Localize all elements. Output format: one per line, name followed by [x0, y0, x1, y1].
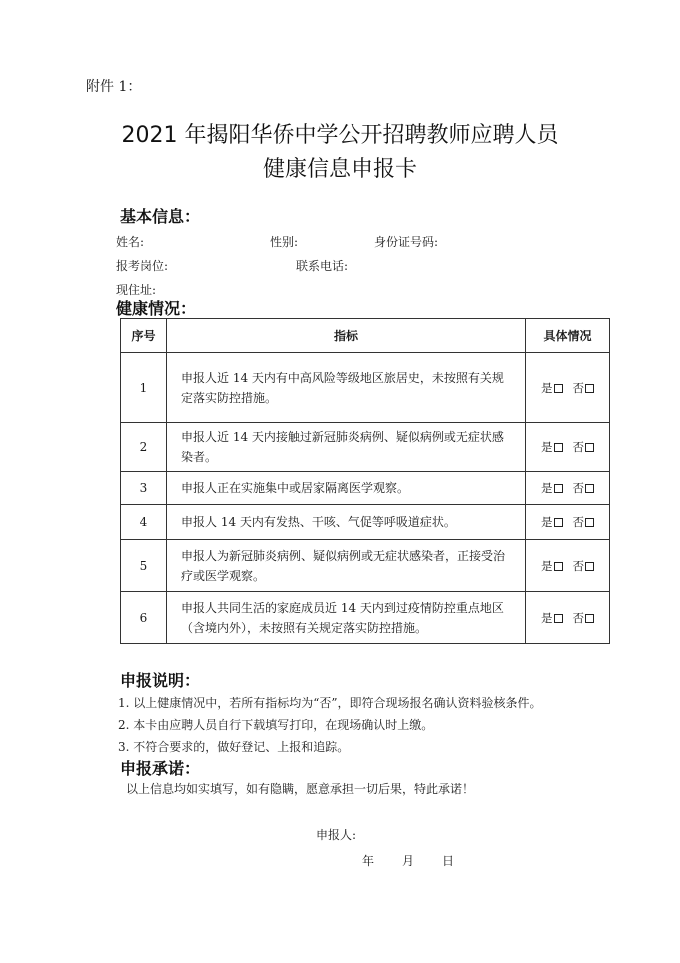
yes-option[interactable] [541, 480, 563, 496]
health-heading: 健康情况： [116, 299, 197, 318]
table-header-row [121, 319, 610, 353]
yes-option[interactable] [541, 558, 563, 574]
id-number-field[interactable]: 身份证号码: [374, 235, 439, 249]
yes-option[interactable] [541, 514, 563, 530]
row-status [526, 472, 610, 505]
yes-label: 是 [541, 380, 553, 395]
declarant-signature-field[interactable]: 申报人: [316, 828, 357, 842]
no-label: 否 [572, 481, 584, 495]
no-label: 否 [572, 380, 584, 395]
row-number: 4 [121, 505, 167, 540]
checkbox-icon[interactable] [554, 614, 563, 623]
header-status: 具体情况 [526, 319, 610, 353]
promise-heading: 申报承诺： [120, 759, 201, 778]
notes-heading: 申报说明： [120, 671, 201, 690]
checkbox-icon[interactable] [585, 484, 594, 493]
basic-info-heading: 基本信息： [120, 207, 201, 226]
no-label: 否 [572, 515, 584, 529]
header-no: 序号 [121, 319, 167, 353]
yes-label: 是 [541, 481, 553, 495]
row-indicator: 申报人近 14 天内接触过新冠肺炎病例、疑似病例或无症状感染者。 [167, 423, 526, 472]
date-day[interactable]: 日 [442, 854, 455, 868]
row-indicator: 申报人共同生活的家庭成员近 14 天内到过疫情防控重点地区（含境内外），未按照有关规定落实防控措施。 [167, 592, 526, 644]
gender-field[interactable]: 性别: [270, 235, 299, 249]
row-number: 5 [121, 540, 167, 592]
yes-label: 是 [541, 558, 553, 573]
row-status [526, 353, 610, 423]
promise-text: 以上信息均如实填写，如有隐瞒，愿意承担一切后果，特此承诺！ [126, 782, 475, 796]
row-number: 3 [121, 472, 167, 505]
phone-field[interactable]: 联系电话: [296, 259, 349, 273]
date-month[interactable]: 月 [402, 854, 415, 868]
row-indicator: 申报人近 14 天内有中高风险等级地区旅居史，未按照有关规定落实防控措施。 [167, 353, 526, 423]
checkbox-icon[interactable] [585, 562, 594, 571]
checkbox-icon[interactable] [554, 518, 563, 527]
table-row [121, 423, 610, 472]
name-field[interactable]: 姓名: [116, 235, 145, 249]
row-indicator: 申报人为新冠肺炎病例、疑似病例或无症状感染者，正接受治疗或医学观察。 [167, 540, 526, 592]
no-option[interactable] [573, 514, 595, 530]
page-subtitle: 健康信息申报卡 [262, 157, 417, 182]
yes-label: 是 [541, 440, 553, 454]
row-indicator: 申报人正在实施集中或居家隔离医学观察。 [167, 472, 526, 505]
yes-option[interactable] [541, 380, 563, 396]
row-indicator: 申报人 14 天内有发热、干咳、气促等呼吸道症状。 [167, 505, 526, 540]
table-row [121, 353, 610, 423]
note-item: 2. 本卡由应聘人员自行下载填写打印，在现场确认时上缴。 [118, 718, 434, 732]
checkbox-icon[interactable] [554, 562, 563, 571]
table-row [121, 540, 610, 592]
no-label: 否 [572, 440, 584, 454]
checkbox-icon[interactable] [554, 484, 563, 493]
page-title: 2021 年揭阳华侨中学公开招聘教师应聘人员 [121, 123, 559, 148]
checkbox-icon[interactable] [585, 443, 594, 452]
note-item: 1. 以上健康情况中，若所有指标均为“否”，即符合现场报名确认资料验核条件。 [118, 696, 542, 710]
row-status [526, 505, 610, 540]
row-status [526, 592, 610, 644]
row-status [526, 423, 610, 472]
checkbox-icon[interactable] [585, 614, 594, 623]
row-number: 1 [121, 353, 167, 423]
no-option[interactable] [573, 558, 595, 574]
table-row [121, 505, 610, 540]
note-item: 3. 不符合要求的，做好登记、上报和追踪。 [118, 740, 350, 754]
no-option[interactable] [573, 439, 595, 455]
no-option[interactable] [573, 480, 595, 496]
no-option[interactable] [573, 380, 595, 396]
table-row [121, 472, 610, 505]
no-option[interactable] [573, 610, 595, 626]
no-label: 否 [572, 558, 584, 573]
attachment-label: 附件 1： [86, 79, 142, 95]
header-indicator: 指标 [167, 319, 526, 353]
address-field[interactable]: 现住址: [116, 283, 157, 297]
row-status [526, 540, 610, 592]
checkbox-icon[interactable] [585, 384, 594, 393]
health-table [120, 318, 610, 644]
row-number: 2 [121, 423, 167, 472]
table-row [121, 592, 610, 644]
checkbox-icon[interactable] [554, 384, 563, 393]
checkbox-icon[interactable] [585, 518, 594, 527]
row-number: 6 [121, 592, 167, 644]
no-label: 否 [572, 610, 584, 625]
date-year[interactable]: 年 [362, 854, 375, 868]
yes-option[interactable] [541, 439, 563, 455]
yes-option[interactable] [541, 610, 563, 626]
position-field[interactable]: 报考岗位: [116, 259, 169, 273]
yes-label: 是 [541, 515, 553, 529]
checkbox-icon[interactable] [554, 443, 563, 452]
yes-label: 是 [541, 610, 553, 625]
